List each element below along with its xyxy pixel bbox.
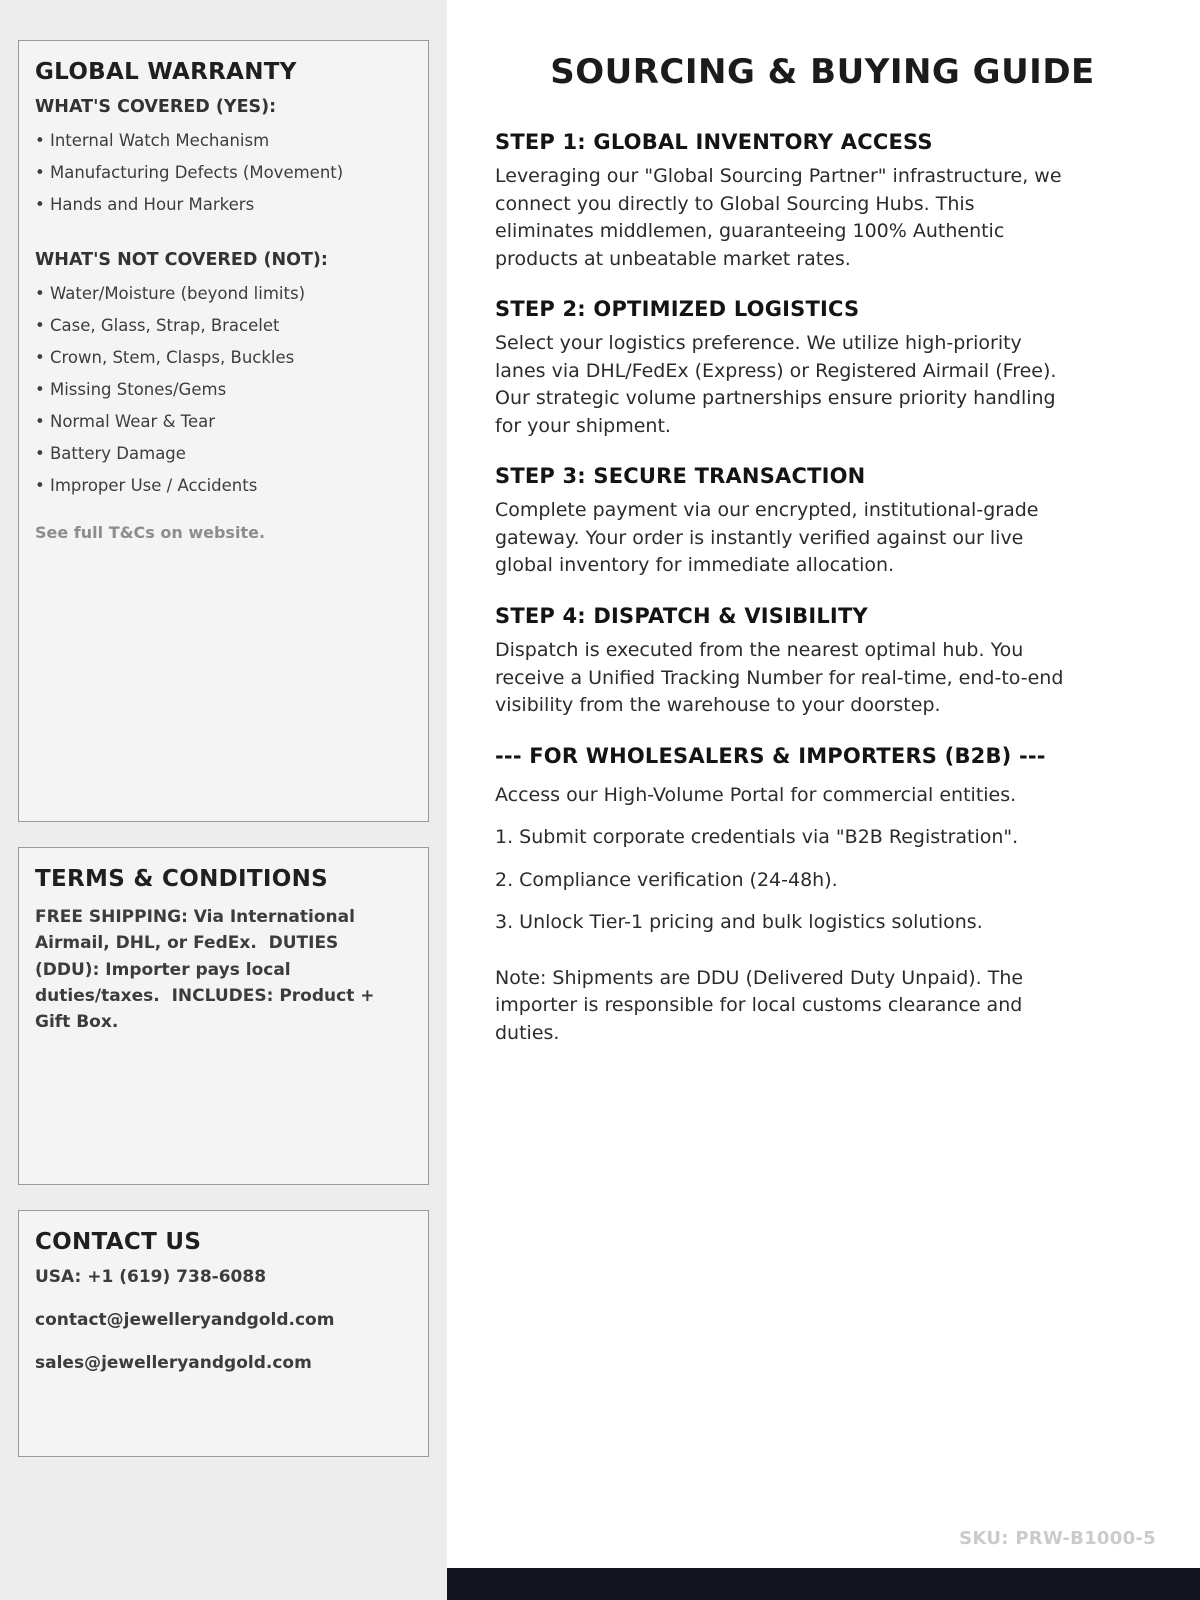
step-2-body: Select your logistics preference. We utilize high-priority lanes via DHL/FedEx (Express) or Registered Airmail (Free). Our strategic volume partnerships ensure priority handling for your shipment.: [495, 332, 1057, 437]
step-4-section: [495, 604, 1150, 720]
sku-label: SKU: PRW-B1000-5: [959, 1528, 1156, 1549]
warranty-not-covered-item: • Case, Glass, Strap, Bracelet: [35, 316, 412, 335]
step-1-body: Leveraging our "Global Sourcing Partner" infrastructure, we connect you directly to Global Sourcing Hubs. This eliminates middlemen, guaranteeing 100% Authentic products at unbeatable market rates.: [495, 165, 1062, 270]
warranty-covered-item: • Manufacturing Defects (Movement): [35, 163, 412, 182]
main-content: [447, 0, 1200, 1062]
contact-title: CONTACT US: [35, 1229, 202, 1255]
warranty-covered-item: • Hands and Hour Markers: [35, 195, 412, 214]
b2b-item: 1. Submit corporate credentials via "B2B Registration".: [495, 826, 1019, 849]
terms-section: [18, 847, 429, 1185]
sidebar: [0, 0, 447, 1600]
warranty-not-covered-item: • Improper Use / Accidents: [35, 476, 412, 495]
step-4-heading: STEP 4: DISPATCH & VISIBILITY: [495, 604, 868, 629]
b2b-section: [495, 744, 1150, 1048]
step-3-heading: STEP 3: SECURE TRANSACTION: [495, 464, 866, 489]
warranty-covered-heading: WHAT'S COVERED (YES):: [35, 97, 277, 117]
step-2-heading: STEP 2: OPTIMIZED LOGISTICS: [495, 297, 860, 322]
footer-bar: [447, 1568, 1200, 1600]
b2b-item: 3. Unlock Tier-1 pricing and bulk logistics solutions.: [495, 911, 983, 934]
b2b-item: 2. Compliance verification (24-48h).: [495, 868, 838, 891]
step-4-body: Dispatch is executed from the nearest optimal hub. You receive a Unified Tracking Number for real-time, end-to-end visibility from the warehouse to your doorstep.: [495, 639, 1064, 717]
warranty-not-covered-item: • Crown, Stem, Clasps, Buckles: [35, 348, 412, 367]
warranty-not-covered-item: • Missing Stones/Gems: [35, 380, 412, 399]
contact-phone: USA: +1 (619) 738-6088: [35, 1267, 267, 1287]
b2b-intro: Access our High-Volume Portal for commercial entities.: [495, 783, 1017, 806]
warranty-not-covered-list: [35, 284, 412, 495]
warranty-footnote: See full T&Cs on website.: [35, 523, 266, 542]
warranty-covered-list: [35, 131, 412, 214]
contact-email-primary: contact@jewelleryandgold.com: [35, 1310, 335, 1330]
warranty-not-covered-heading: WHAT'S NOT COVERED (NOT):: [35, 250, 328, 270]
warranty-covered-item: • Internal Watch Mechanism: [35, 131, 412, 150]
warranty-not-covered-item: • Normal Wear & Tear: [35, 412, 412, 431]
b2b-note: Note: Shipments are DDU (Delivered Duty Unpaid). The importer is responsible for local customs clearance and duties.: [495, 966, 1024, 1044]
warranty-not-covered-item: • Battery Damage: [35, 444, 412, 463]
terms-body: FREE SHIPPING: Via International Airmail, DHL, or FedEx. DUTIES (DDU): Importer pays local duties/taxes. INCLUDES: Product + Gift Box.: [35, 907, 381, 1033]
warranty-section: [18, 40, 429, 822]
page-title: SOURCING & BUYING GUIDE: [550, 52, 1095, 92]
step-1-section: [495, 130, 1150, 273]
b2b-heading: --- FOR WHOLESALERS & IMPORTERS (B2B) ---: [495, 743, 1046, 768]
step-3-section: [495, 464, 1150, 580]
contact-section: [18, 1210, 429, 1457]
step-3-body: Complete payment via our encrypted, institutional-grade gateway. Your order is instantly verified against our live global inventory for immediate allocation.: [495, 499, 1039, 577]
terms-title: TERMS & CONDITIONS: [35, 866, 328, 892]
step-2-section: [495, 297, 1150, 440]
contact-email-sales: sales@jewelleryandgold.com: [35, 1353, 312, 1373]
warranty-title: GLOBAL WARRANTY: [35, 59, 297, 85]
step-1-heading: STEP 1: GLOBAL INVENTORY ACCESS: [495, 130, 933, 154]
warranty-not-covered-item: • Water/Moisture (beyond limits): [35, 284, 412, 303]
